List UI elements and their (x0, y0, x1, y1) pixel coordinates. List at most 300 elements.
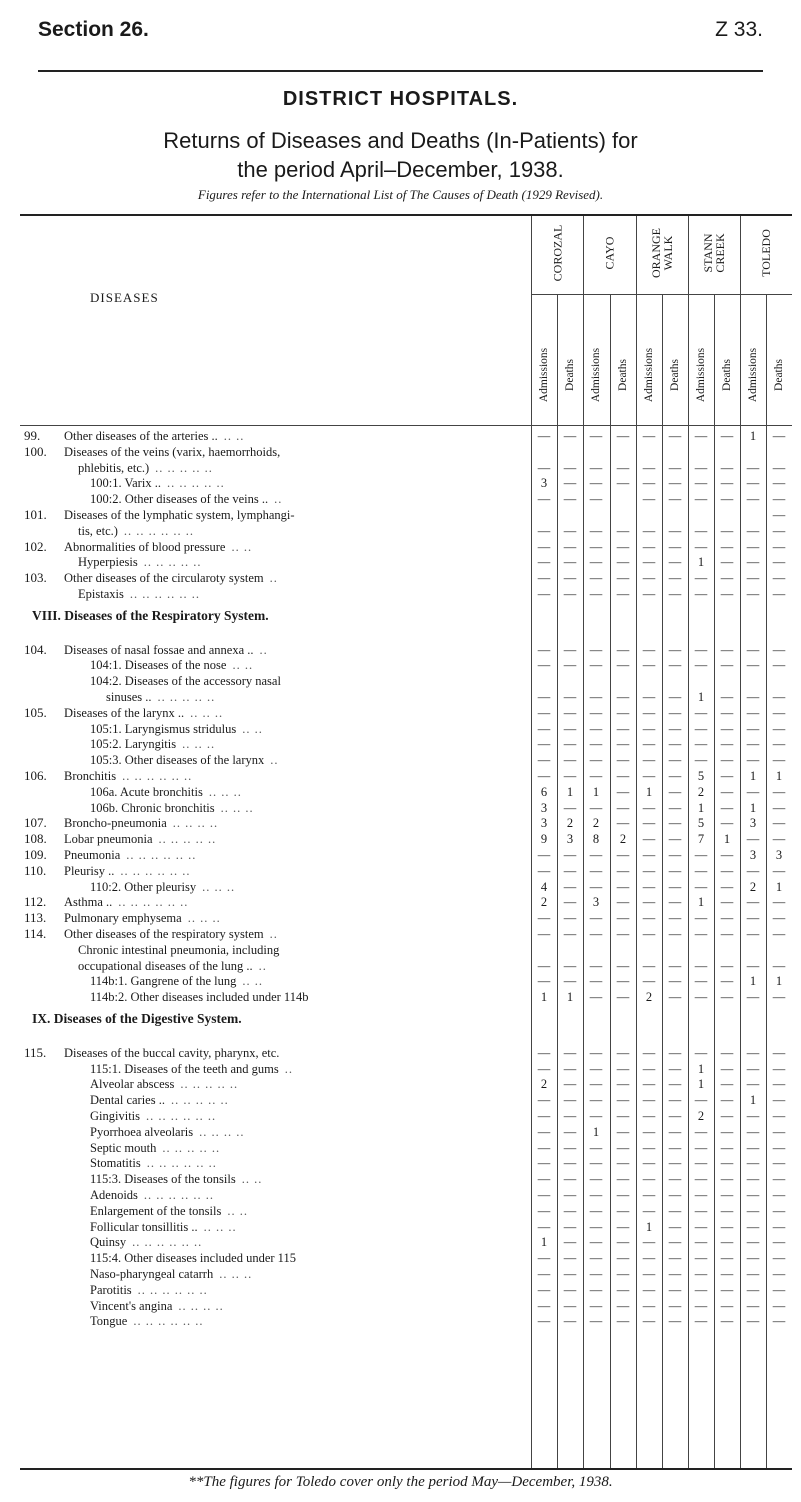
row-label: 114b:1. Gangrene of the lung (90, 974, 237, 989)
header-divider (531, 294, 792, 295)
leader-dots: .. .. (227, 1203, 248, 1218)
deaths-cell: — (563, 1045, 577, 1060)
sub-header-label: Deaths (564, 359, 576, 391)
deaths-cell: — (616, 1156, 630, 1171)
leader-dots: .. .. .. .. .. .. (146, 1109, 217, 1123)
deaths-cell: — (720, 1219, 734, 1234)
deaths-cell: — (563, 958, 577, 973)
admissions-cell: — (642, 769, 656, 783)
table-row (0, 973, 801, 989)
deaths-cell: — (616, 1235, 630, 1250)
admissions-cell: 3 (749, 816, 757, 831)
deaths-cell: — (720, 800, 734, 815)
admissions-cell: — (746, 1282, 760, 1297)
admissions-cell: — (537, 1282, 551, 1297)
admissions-cell: 8 (592, 832, 600, 847)
deaths-cell: — (616, 1314, 630, 1329)
admissions-cell: — (589, 753, 603, 768)
admissions-cell: — (537, 1124, 551, 1139)
row-label: Quinsy (90, 1235, 127, 1250)
table-row (0, 642, 801, 658)
admissions-cell: — (694, 1314, 708, 1329)
admissions-cell: — (642, 1267, 656, 1281)
deaths-cell: — (720, 1298, 734, 1313)
admissions-cell: — (537, 555, 551, 570)
deaths-cell: — (563, 476, 577, 491)
admissions-cell: 2 (540, 895, 548, 910)
deaths-cell: — (563, 737, 577, 752)
deaths-cell: 3 (775, 848, 783, 862)
leader-dots: .. .. .. (187, 911, 221, 926)
deaths-cell: — (668, 571, 682, 586)
deaths-cell: — (720, 1140, 734, 1155)
deaths-cell: — (668, 1267, 682, 1281)
row-number: 110. (24, 862, 47, 878)
table-row (0, 1076, 801, 1092)
deaths-header (662, 331, 688, 419)
admissions-cell: — (642, 1093, 656, 1108)
admissions-cell: — (537, 705, 551, 720)
row-label: Abnormalities of blood pressure (64, 539, 226, 554)
deaths-cell: — (563, 587, 577, 601)
admissions-cell: — (642, 832, 656, 847)
admissions-cell: — (746, 1077, 760, 1092)
row-label-wrap (90, 879, 235, 895)
deaths-cell: — (563, 974, 577, 989)
deaths-cell: — (720, 705, 734, 720)
admissions-cell: — (642, 690, 656, 704)
row-label: Epistaxis (78, 587, 124, 601)
row-number: 113. (24, 910, 47, 926)
admissions-cell: — (589, 1172, 603, 1187)
row-label-wrap (106, 689, 215, 705)
deaths-cell: — (668, 1140, 682, 1155)
row-label: Other diseases of the arteries .. (64, 429, 218, 443)
row-label: Pyorrhoea alveolaris (90, 1124, 194, 1139)
row-label: Diseases of the veins (varix, haemorrhoids, (64, 444, 281, 459)
admissions-cell: — (537, 737, 551, 752)
admissions-cell: — (537, 690, 551, 704)
deaths-cell: — (563, 658, 577, 673)
deaths-cell: — (720, 990, 734, 1005)
deaths-cell: — (668, 587, 682, 601)
admissions-cell: — (589, 1061, 603, 1076)
leader-dots: .. .. (241, 1172, 263, 1187)
admissions-cell: — (746, 832, 760, 847)
deaths-cell: — (720, 1172, 734, 1187)
deaths-cell: — (563, 1188, 577, 1202)
deaths-header (766, 331, 792, 419)
deaths-cell: — (616, 927, 630, 941)
admissions-cell: — (642, 571, 656, 586)
row-label-wrap (90, 1187, 214, 1203)
row-label: 100:1. Varix .. (90, 476, 161, 491)
row-label-wrap (64, 570, 278, 586)
deaths-cell: — (616, 1251, 630, 1266)
admissions-cell: — (746, 460, 760, 475)
table-row (0, 831, 801, 847)
deaths-cell: — (563, 1267, 577, 1281)
deaths-cell: — (563, 1235, 577, 1250)
row-label-wrap (78, 586, 200, 602)
deaths-cell: — (720, 690, 734, 704)
admissions-cell: — (589, 705, 603, 720)
admissions-cell: — (694, 539, 708, 554)
deaths-cell: — (563, 879, 577, 894)
hospital-name: ORANGE WALK (649, 228, 675, 278)
table-row (0, 721, 801, 737)
admissions-cell: 1 (697, 1061, 705, 1076)
hospital-header (636, 216, 688, 290)
deaths-cell: — (772, 658, 786, 673)
row-label-wrap (64, 1045, 279, 1061)
deaths-cell: — (772, 784, 786, 799)
deaths-cell: — (720, 1093, 734, 1108)
admissions-cell: — (642, 800, 656, 815)
row-number: 114. (24, 926, 47, 941)
header-rule (38, 70, 763, 72)
admissions-cell: — (746, 705, 760, 720)
admissions-cell: 1 (749, 429, 757, 443)
sub-header-label: Admissions (538, 347, 551, 403)
row-label-wrap (90, 721, 263, 737)
admissions-cell: — (746, 523, 760, 538)
admissions-cell: 1 (697, 1077, 705, 1092)
deaths-cell: — (720, 429, 734, 443)
sub-header-label: Admissions (747, 347, 760, 403)
deaths-cell: — (563, 895, 577, 910)
deaths-header (610, 331, 636, 419)
deaths-cell: — (668, 1124, 682, 1139)
admissions-cell: — (746, 1045, 760, 1060)
leader-dots: .. (270, 753, 279, 768)
admissions-cell: — (537, 642, 551, 657)
admissions-cell: — (642, 1282, 656, 1297)
deaths-cell: 2 (566, 816, 574, 831)
deaths-cell: — (668, 895, 682, 910)
admissions-cell: — (694, 1251, 708, 1266)
deaths-cell: — (668, 1219, 682, 1234)
admissions-cell: — (642, 1314, 656, 1329)
admissions-cell: — (589, 1109, 603, 1123)
admissions-cell: — (537, 1314, 551, 1329)
leader-dots: .. .. .. .. .. (166, 476, 225, 491)
deaths-cell: — (668, 460, 682, 475)
deaths-header (714, 331, 740, 419)
row-label: Diseases of the lymphatic system, lymphangi- (64, 508, 295, 522)
deaths-cell: — (616, 523, 630, 538)
deaths-cell: — (772, 737, 786, 752)
admissions-cell: — (746, 492, 760, 507)
deaths-cell: — (772, 1219, 786, 1234)
section-heading: IX. Diseases of the Digestive System. (32, 1011, 242, 1026)
admissions-cell: — (537, 1172, 551, 1187)
admissions-cell: — (746, 1061, 760, 1076)
leader-dots: .. .. (231, 539, 253, 554)
deaths-cell: — (616, 1267, 630, 1281)
row-label-wrap (90, 1298, 224, 1314)
deaths-cell: — (772, 1235, 786, 1250)
deaths-cell: — (616, 555, 630, 570)
row-label-wrap (90, 1171, 262, 1187)
deaths-cell: — (563, 539, 577, 554)
deaths-cell: — (668, 1282, 682, 1297)
deaths-cell: — (720, 879, 734, 894)
admissions-cell: — (589, 927, 603, 941)
admissions-cell: — (537, 429, 551, 443)
leader-dots: .. (274, 492, 283, 507)
deaths-cell: — (668, 1188, 682, 1202)
admissions-cell: — (537, 721, 551, 736)
deaths-cell: — (563, 800, 577, 815)
row-label: Follicular tonsillitis .. (90, 1219, 198, 1234)
table-row (0, 475, 801, 491)
subtitle-line-1: Returns of Diseases and Deaths (In-Patients) for (163, 128, 638, 153)
admissions-cell: — (589, 658, 603, 673)
admissions-cell: — (589, 1314, 603, 1329)
deaths-cell: — (616, 863, 630, 878)
deaths-cell: — (616, 539, 630, 554)
deaths-cell: — (668, 721, 682, 736)
admissions-cell: — (746, 784, 760, 799)
deaths-cell: — (772, 1061, 786, 1076)
leader-dots: .. .. .. (202, 879, 236, 894)
deaths-cell: — (616, 1219, 630, 1234)
row-number: 109. (24, 847, 47, 862)
deaths-cell: — (563, 555, 577, 570)
admissions-cell: — (694, 705, 708, 720)
admissions-cell: — (589, 911, 603, 926)
deaths-cell: — (720, 974, 734, 989)
deaths-cell: — (720, 555, 734, 570)
admissions-cell: — (537, 658, 551, 673)
admissions-cell: — (642, 895, 656, 910)
leader-dots: .. .. .. .. .. .. (118, 895, 189, 910)
deaths-cell: — (616, 690, 630, 704)
admissions-cell: — (746, 1109, 760, 1123)
admissions-cell: — (589, 1140, 603, 1155)
leader-dots: .. .. .. (208, 784, 242, 799)
deaths-cell: — (563, 1298, 577, 1313)
deaths-cell: — (772, 927, 786, 941)
hospital-name: TOLEDO (759, 229, 773, 277)
admissions-cell: — (589, 460, 603, 475)
deaths-cell: — (668, 705, 682, 720)
deaths-cell: — (720, 460, 734, 475)
admissions-cell: 3 (540, 476, 548, 491)
admissions-cell: 1 (540, 1235, 548, 1250)
admissions-cell: — (589, 848, 603, 862)
hospital-header (531, 216, 583, 290)
admissions-cell: — (746, 1298, 760, 1313)
table-row (0, 847, 801, 863)
deaths-cell: — (616, 737, 630, 752)
deaths-cell: — (720, 539, 734, 554)
admissions-cell: — (589, 958, 603, 973)
deaths-cell: — (772, 690, 786, 704)
admissions-cell: — (642, 1156, 656, 1171)
deaths-cell: — (668, 1156, 682, 1171)
subtitle-line-2: the period April–December, 1938. (237, 157, 564, 182)
admissions-cell: — (589, 1219, 603, 1234)
admissions-cell: — (589, 1235, 603, 1250)
admissions-cell: — (694, 1124, 708, 1139)
table-row (0, 1108, 801, 1124)
row-label-wrap (90, 1282, 208, 1298)
deaths-cell: — (616, 1109, 630, 1123)
row-number: 101. (24, 507, 47, 522)
row-label-wrap (64, 926, 278, 942)
deaths-cell: — (668, 1172, 682, 1187)
row-number: 108. (24, 831, 47, 847)
deaths-cell: — (772, 800, 786, 815)
deaths-cell: — (563, 1061, 577, 1076)
leader-dots: .. .. .. .. .. .. (133, 1314, 204, 1329)
admissions-cell: 1 (749, 800, 757, 815)
table-row (0, 989, 801, 1005)
admissions-cell: — (642, 848, 656, 862)
deaths-cell: — (563, 642, 577, 657)
deaths-cell: — (563, 753, 577, 768)
admissions-cell: — (642, 911, 656, 926)
section-heading: VIII. Diseases of the Respiratory System. (32, 607, 269, 623)
admissions-cell: — (537, 1045, 551, 1060)
table-row (0, 910, 801, 926)
table-row (0, 1171, 801, 1187)
row-label-wrap (90, 1140, 220, 1156)
deaths-cell: — (616, 1140, 630, 1155)
deaths-cell: — (720, 737, 734, 752)
admissions-cell: — (537, 1188, 551, 1202)
row-label-wrap (64, 428, 244, 444)
row-label-wrap (90, 657, 253, 673)
deaths-cell: — (720, 1235, 734, 1250)
admissions-cell: 2 (645, 990, 653, 1005)
sub-header-label: Deaths (669, 359, 681, 391)
classification-note: Figures refer to the International List of The Causes of Death (1929 Revised). (197, 187, 604, 202)
admissions-cell: — (746, 958, 760, 973)
deaths-cell: — (668, 816, 682, 831)
deaths-cell: — (616, 571, 630, 586)
deaths-cell: — (563, 690, 577, 704)
table-row (0, 1187, 801, 1203)
deaths-cell: — (616, 769, 630, 783)
admissions-cell: — (589, 492, 603, 507)
sub-header-label: Admissions (590, 347, 603, 403)
admissions-header (740, 331, 766, 419)
table-row (0, 942, 801, 958)
admissions-cell: — (746, 1251, 760, 1266)
admissions-cell: — (694, 1282, 708, 1297)
admissions-cell: — (694, 429, 708, 443)
leader-dots: .. .. .. .. .. .. (146, 1156, 217, 1171)
admissions-cell: — (694, 974, 708, 989)
admissions-cell: — (537, 1203, 551, 1218)
leader-dots: .. .. .. .. .. .. (129, 587, 200, 601)
admissions-cell: — (537, 460, 551, 475)
admissions-cell: — (642, 974, 656, 989)
admissions-cell: — (694, 1156, 708, 1171)
deaths-cell: — (668, 476, 682, 491)
row-label: 105:1. Laryngismus stridulus (90, 721, 237, 736)
deaths-cell: — (563, 911, 577, 926)
row-label: Lobar pneumonia (64, 832, 153, 847)
table-row (0, 879, 801, 895)
deaths-cell: — (772, 958, 786, 973)
admissions-cell: — (589, 863, 603, 878)
admissions-cell: — (589, 990, 603, 1005)
admissions-cell: — (694, 1298, 708, 1313)
table-row (0, 1155, 801, 1171)
admissions-cell: — (746, 555, 760, 570)
deaths-cell: — (720, 753, 734, 768)
deaths-cell: — (563, 1124, 577, 1139)
table-row (0, 507, 801, 523)
deaths-cell: — (720, 1156, 734, 1171)
deaths-cell: — (668, 1077, 682, 1092)
deaths-cell: — (772, 476, 786, 491)
leader-dots: .. .. .. .. .. .. (123, 523, 195, 538)
leader-dots: .. .. .. .. .. (158, 832, 217, 847)
deaths-cell: — (616, 658, 630, 673)
admissions-cell: — (642, 705, 656, 720)
deaths-cell: — (772, 460, 786, 475)
admissions-cell: — (537, 1251, 551, 1266)
row-label-wrap (90, 1124, 244, 1140)
row-label: Vincent's angina (90, 1298, 173, 1313)
row-label-wrap (64, 831, 216, 847)
admissions-cell: 5 (697, 816, 705, 831)
admissions-cell: — (642, 816, 656, 831)
deaths-cell: — (563, 492, 577, 507)
row-number: 103. (24, 570, 47, 586)
deaths-cell: — (668, 523, 682, 538)
admissions-cell: — (537, 753, 551, 768)
row-label: Pleurisy .. (64, 863, 115, 878)
admissions-cell: — (746, 753, 760, 768)
admissions-cell: 1 (645, 1219, 653, 1234)
deaths-cell: — (563, 1077, 577, 1092)
deaths-cell: — (668, 753, 682, 768)
admissions-cell: — (537, 1061, 551, 1076)
table-row (0, 705, 801, 721)
table-row (0, 736, 801, 752)
leader-dots: .. .. .. (220, 800, 254, 815)
deaths-cell: 1 (775, 769, 783, 783)
deaths-cell: — (720, 721, 734, 736)
deaths-cell: — (720, 816, 734, 831)
admissions-cell: 3 (540, 800, 548, 815)
admissions-cell: 9 (540, 832, 548, 847)
deaths-cell: — (772, 1172, 786, 1187)
admissions-cell: — (694, 927, 708, 941)
deaths-cell: — (772, 539, 786, 554)
admissions-cell: — (589, 1077, 603, 1092)
admissions-cell: — (589, 1251, 603, 1266)
deaths-cell: — (563, 460, 577, 475)
deaths-cell: — (772, 895, 786, 910)
deaths-cell: — (720, 1061, 734, 1076)
row-label-wrap (90, 800, 254, 816)
row-label-wrap (90, 736, 215, 752)
deaths-cell: — (616, 848, 630, 862)
admissions-cell: — (537, 863, 551, 878)
table-row (0, 460, 801, 476)
deaths-cell: — (772, 429, 786, 443)
admissions-cell: 1 (540, 990, 548, 1005)
deaths-cell: — (668, 1045, 682, 1060)
deaths-cell: — (668, 1061, 682, 1076)
